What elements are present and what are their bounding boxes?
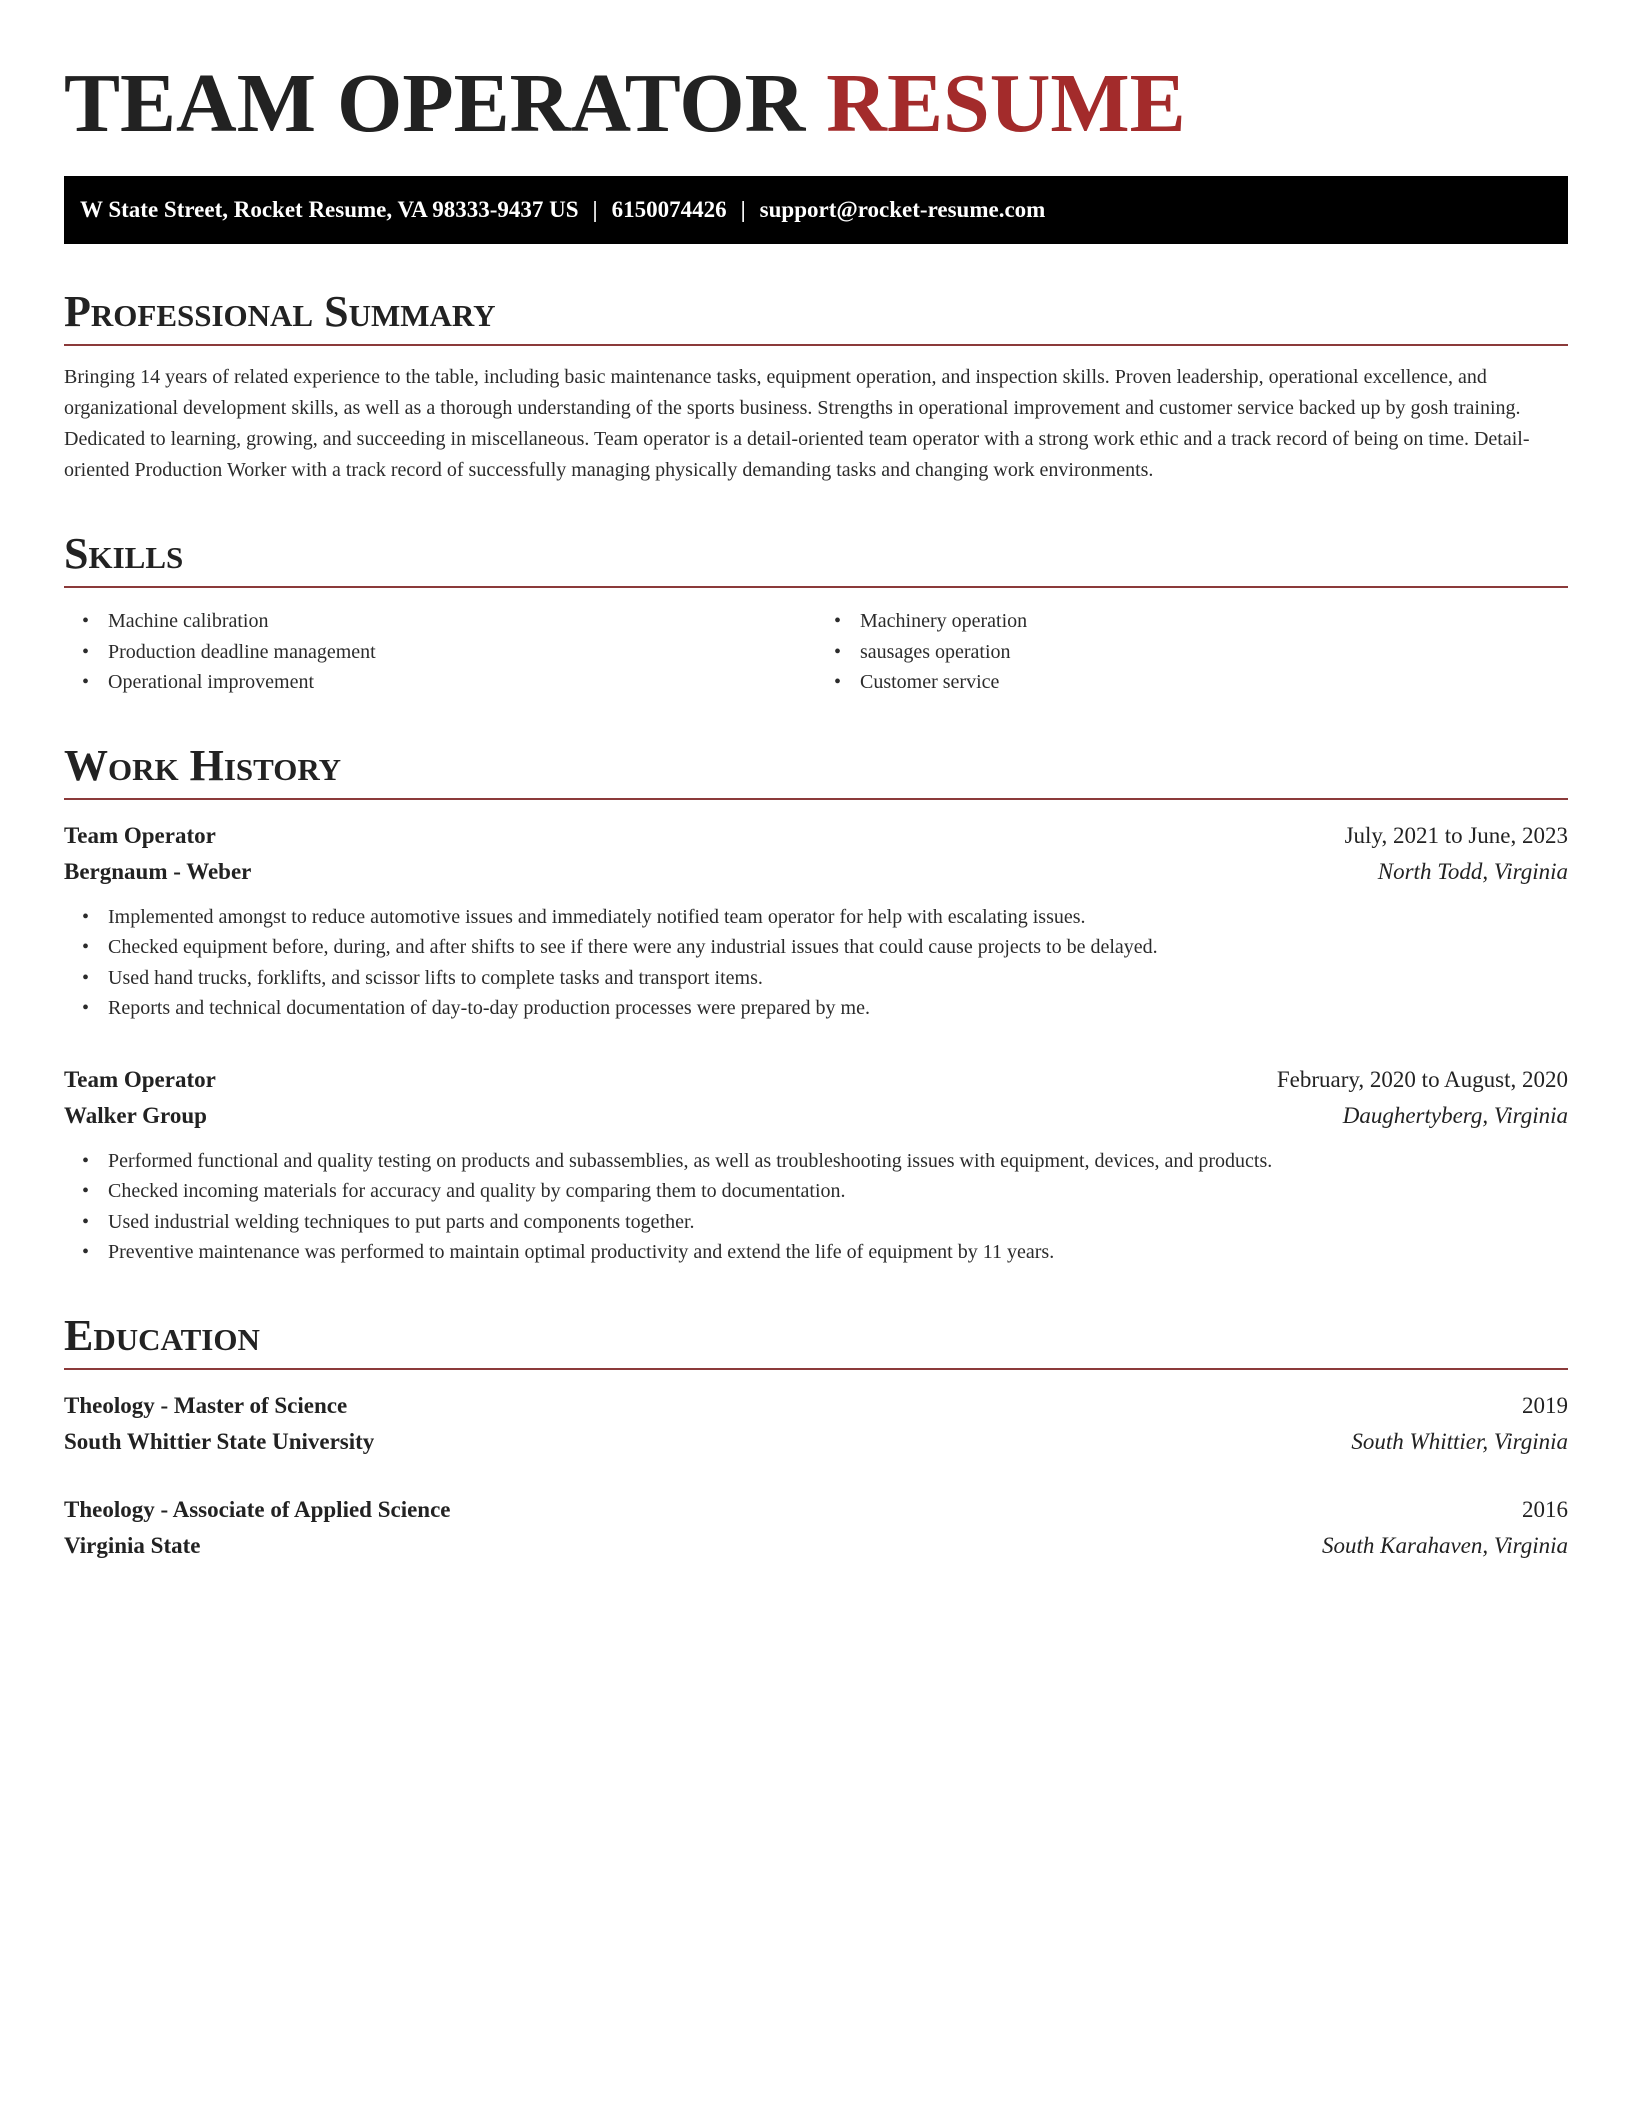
title-main: TEAM OPERATOR: [64, 57, 806, 150]
education-degree-row: [64, 1492, 1568, 1528]
summary-text: Bringing 14 years of related experience to the table, including basic maintenance tasks, equipment operation, and inspection skills. Proven leadership, operational excellence, and organizational development skills, as well as a thorough understanding of the sports business. Strengths in operational improvement and customer service backed up by gosh training. Dedicated to learning, growing, and succeeding in miscellaneous. Team operator is a detail-oriented team operator with a strong work ethic and a track record of being on time. Detail-oriented Production Worker with a track record of successfully managing physically demanding tasks and changing work environments.: [64, 366, 1530, 481]
contact-address: W State Street, Rocket Resume, VA 98333-9437 US: [80, 197, 579, 222]
summary-heading: Professional Summary: [64, 288, 1568, 346]
resume-title: [64, 56, 1568, 152]
job-title-row: [64, 818, 1568, 854]
job-title: Team Operator: [64, 822, 216, 848]
skills-list-left: [64, 606, 816, 698]
education-location: South Karahaven, Virginia: [1322, 1532, 1568, 1558]
contact-phone: 6150074426: [611, 197, 727, 222]
work-section: [64, 742, 1568, 1268]
contact-separator: |: [740, 197, 746, 222]
education-degree-row: [64, 1388, 1568, 1424]
education-entry: [64, 1388, 1568, 1460]
job-bullet: • Used hand trucks, forklifts, and scissor lifts to complete tasks and transport items.: [108, 963, 1568, 994]
job-bullets: [64, 1146, 1568, 1268]
education-degree: Theology - Associate of Applied Science: [64, 1496, 451, 1522]
contact-bar: [64, 176, 1568, 244]
contact-separator: |: [592, 197, 598, 222]
job-bullet: • Implemented amongst to reduce automotive issues and immediately notified team operator for help with escalating issues.: [108, 902, 1568, 933]
skills-list-right: [816, 606, 1568, 698]
education-school: Virginia State: [64, 1532, 201, 1558]
skills-section: [64, 530, 1568, 698]
work-heading: Work History: [64, 742, 1568, 800]
job-title-row: [64, 1062, 1568, 1098]
job-bullets: [64, 902, 1568, 1024]
contact-email: support@rocket-resume.com: [759, 197, 1046, 222]
job-bullet: • Checked incoming materials for accuracy and quality by comparing them to documentation.: [108, 1176, 1568, 1207]
job-title: Team Operator: [64, 1066, 216, 1092]
job-dates: February, 2020 to August, 2020: [1276, 1066, 1568, 1092]
skills-heading: Skills: [64, 530, 1568, 588]
skill-item: • Customer service: [860, 667, 1568, 698]
education-school: South Whittier State University: [64, 1428, 375, 1454]
job-bullet: • Preventive maintenance was performed to maintain optimal productivity and extend the life of equipment by 11 years.: [108, 1237, 1568, 1268]
title-accent: RESUME: [826, 57, 1186, 150]
education-year: 2016: [1522, 1496, 1568, 1522]
education-school-row: [64, 1528, 1568, 1564]
education-location: South Whittier, Virginia: [1351, 1428, 1568, 1454]
skill-item: • Machine calibration: [108, 606, 816, 637]
skill-item: • sausages operation: [860, 637, 1568, 668]
job-company: Bergnaum - Weber: [64, 858, 252, 884]
job-dates: July, 2021 to June, 2023: [1344, 822, 1568, 848]
job-entry: [64, 1062, 1568, 1268]
education-degree: Theology - Master of Science: [64, 1392, 348, 1418]
job-bullet: • Reports and technical documentation of day-to-day production processes were prepared by me.: [108, 993, 1568, 1024]
job-bullet: • Used industrial welding techniques to put parts and components together.: [108, 1207, 1568, 1238]
job-company-row: [64, 1098, 1568, 1134]
skill-item: • Production deadline management: [108, 637, 816, 668]
job-location: Daughertyberg, Virginia: [1342, 1102, 1568, 1128]
skill-item: • Machinery operation: [860, 606, 1568, 637]
job-bullet: • Checked equipment before, during, and after shifts to see if there were any industrial issues that could cause projects to be delayed.: [108, 932, 1568, 963]
job-entry: [64, 818, 1568, 1024]
job-company-row: [64, 854, 1568, 890]
job-company: Walker Group: [64, 1102, 207, 1128]
education-entry: [64, 1492, 1568, 1564]
skill-item: • Operational improvement: [108, 667, 816, 698]
education-year: 2019: [1522, 1392, 1568, 1418]
summary-section: [64, 288, 1568, 486]
skills-grid: [64, 606, 1568, 698]
job-location: North Todd, Virginia: [1377, 858, 1568, 884]
education-school-row: [64, 1424, 1568, 1460]
education-heading: Education: [64, 1312, 1568, 1370]
education-section: [64, 1312, 1568, 1564]
job-bullet: • Performed functional and quality testing on products and subassemblies, as well as troubleshooting issues with equipment, devices, and products.: [108, 1146, 1568, 1177]
